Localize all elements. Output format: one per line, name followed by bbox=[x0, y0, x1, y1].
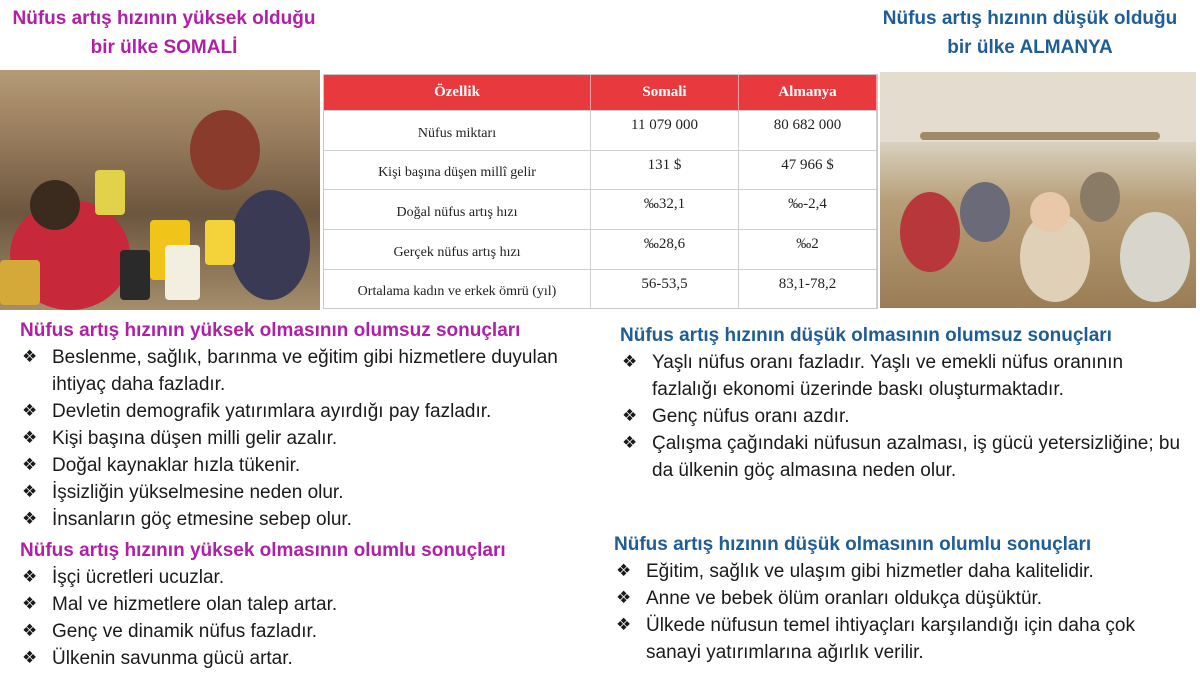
list-item bbox=[614, 585, 1192, 612]
diamond-bullet-icon: ❖ bbox=[22, 401, 38, 421]
table-row bbox=[324, 269, 877, 308]
germany-value: 83,1-78,2 bbox=[739, 269, 877, 308]
table-row bbox=[324, 111, 877, 151]
germany-value: 47 966 $ bbox=[739, 150, 877, 190]
list-item-text: Devletin demografik yatırımlara ayırdığı pay fazladır. bbox=[52, 401, 492, 422]
list-item-text: Ülkede nüfusun temel ihtiyaçları karşılandığı için daha çok sanayi yatırımlarına ağırlık verilir. bbox=[646, 615, 1135, 663]
row-label: Ortalama kadın ve erkek ömrü (yıl) bbox=[324, 269, 591, 308]
somalia-photo bbox=[0, 70, 320, 310]
germany-value: ‰-2,4 bbox=[739, 190, 877, 230]
list-item-text: Eğitim, sağlık ve ulaşım gibi hizmetler daha kalitelidir. bbox=[646, 561, 1094, 582]
diamond-bullet-icon: ❖ bbox=[22, 594, 38, 614]
right-negative-section bbox=[620, 325, 1192, 484]
list-item-text: Kişi başına düşen milli gelir azalır. bbox=[52, 428, 338, 449]
list-item bbox=[20, 506, 590, 533]
list-item-text: Genç ve dinamik nüfus fazladır. bbox=[52, 621, 318, 642]
comparison-table bbox=[323, 74, 878, 309]
diamond-bullet-icon: ❖ bbox=[22, 347, 38, 367]
diamond-bullet-icon: ❖ bbox=[616, 561, 632, 581]
right-negative-list bbox=[620, 349, 1192, 484]
diamond-bullet-icon: ❖ bbox=[622, 433, 638, 453]
left-positive-list bbox=[20, 564, 590, 672]
right-positive-section bbox=[614, 534, 1192, 666]
list-item-text: Anne ve bebek ölüm oranları oldukça düşüktür. bbox=[646, 588, 1043, 609]
table-row bbox=[324, 150, 877, 190]
list-item bbox=[20, 564, 590, 591]
header-germany: Almanya bbox=[739, 75, 877, 111]
row-label: Kişi başına düşen millî gelir bbox=[324, 150, 591, 190]
row-label: Doğal nüfus artış hızı bbox=[324, 190, 591, 230]
germany-value: ‰2 bbox=[739, 229, 877, 269]
list-item bbox=[20, 344, 590, 398]
list-item-text: Doğal kaynaklar hızla tükenir. bbox=[52, 455, 301, 476]
row-label: Nüfus miktarı bbox=[324, 111, 591, 151]
list-item bbox=[20, 591, 590, 618]
list-item-text: Yaşlı nüfus oranı fazladır. Yaşlı ve emekli nüfus oranının fazlalığı ekonomi üzerinde baskı oluşturmaktadır. bbox=[652, 352, 1124, 400]
list-item-text: İnsanların göç etmesine sebep olur. bbox=[52, 509, 352, 530]
title-germany: Nüfus artış hızının düşük olduğu bir ülke ALMANYA bbox=[882, 8, 1178, 58]
diamond-bullet-icon: ❖ bbox=[616, 615, 632, 635]
list-item bbox=[20, 398, 590, 425]
list-item bbox=[614, 612, 1192, 666]
list-item bbox=[20, 452, 590, 479]
list-item bbox=[20, 425, 590, 452]
left-negative-list bbox=[20, 344, 590, 533]
list-item-text: Ülkenin savunma gücü artar. bbox=[52, 648, 293, 669]
diamond-bullet-icon: ❖ bbox=[22, 621, 38, 641]
list-item bbox=[620, 403, 1192, 430]
left-negative-heading: Nüfus artış hızının yüksek olmasının olumsuz sonuçları bbox=[20, 320, 521, 341]
header-feature: Özellik bbox=[324, 75, 591, 111]
list-item bbox=[614, 558, 1192, 585]
list-item-text: İşçi ücretleri ucuzlar. bbox=[52, 567, 225, 588]
diamond-bullet-icon: ❖ bbox=[22, 648, 38, 668]
diamond-bullet-icon: ❖ bbox=[22, 509, 38, 529]
list-item-text: Genç nüfus oranı azdır. bbox=[652, 406, 850, 427]
left-negative-section bbox=[20, 320, 590, 533]
list-item-text: İşsizliğin yükselmesine neden olur. bbox=[52, 482, 344, 503]
somalia-value: 11 079 000 bbox=[591, 111, 739, 151]
right-positive-heading: Nüfus artış hızının düşük olmasının olumlu sonuçları bbox=[614, 534, 1092, 555]
diamond-bullet-icon: ❖ bbox=[22, 455, 38, 475]
diamond-bullet-icon: ❖ bbox=[622, 352, 638, 372]
title-somalia: Nüfus artış hızının yüksek olduğu bir ülke SOMALİ bbox=[12, 8, 316, 58]
germany-photo bbox=[880, 72, 1196, 308]
header-somalia: Somali bbox=[591, 75, 739, 111]
somalia-value: 56-53,5 bbox=[591, 269, 739, 308]
somalia-value: ‰32,1 bbox=[591, 190, 739, 230]
somalia-value: 131 $ bbox=[591, 150, 739, 190]
left-positive-heading: Nüfus artış hızının yüksek olmasının olumlu sonuçları bbox=[20, 540, 506, 561]
diamond-bullet-icon: ❖ bbox=[616, 588, 632, 608]
list-item bbox=[20, 479, 590, 506]
list-item-text: Beslenme, sağlık, barınma ve eğitim gibi hizmetlere duyulan ihtiyaç daha fazladır. bbox=[52, 347, 558, 395]
list-item bbox=[620, 430, 1192, 484]
list-item-text: Mal ve hizmetlere olan talep artar. bbox=[52, 594, 338, 615]
right-positive-list bbox=[614, 558, 1192, 666]
diamond-bullet-icon: ❖ bbox=[22, 482, 38, 502]
table-row bbox=[324, 229, 877, 269]
table-header-row bbox=[324, 75, 877, 111]
diamond-bullet-icon: ❖ bbox=[22, 428, 38, 448]
list-item bbox=[620, 349, 1192, 403]
row-label: Gerçek nüfus artış hızı bbox=[324, 229, 591, 269]
somalia-value: ‰28,6 bbox=[591, 229, 739, 269]
diamond-bullet-icon: ❖ bbox=[22, 567, 38, 587]
list-item bbox=[20, 645, 590, 672]
list-item bbox=[20, 618, 590, 645]
table-row bbox=[324, 190, 877, 230]
germany-value: 80 682 000 bbox=[739, 111, 877, 151]
list-item-text: Çalışma çağındaki nüfusun azalması, iş gücü yetersizliğine; bu da ülkenin göç almasına neden olur. bbox=[652, 433, 1181, 481]
left-positive-section bbox=[20, 540, 590, 672]
diamond-bullet-icon: ❖ bbox=[622, 406, 638, 426]
right-negative-heading: Nüfus artış hızının düşük olmasının olumsuz sonuçları bbox=[620, 325, 1112, 346]
